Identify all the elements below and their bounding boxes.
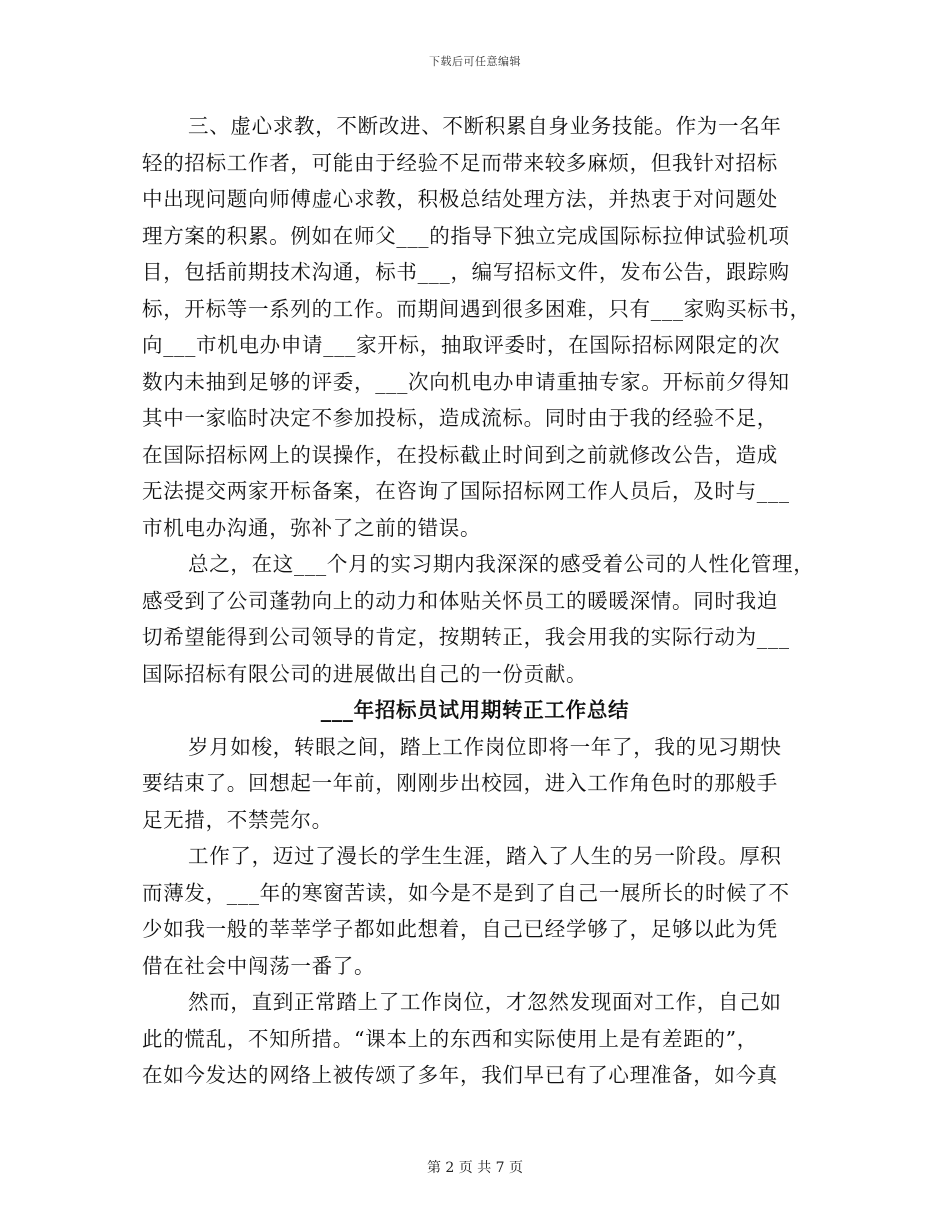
text-line: 此的慌乱，不知所措。“课本上的东西和实际使用上是有差距的”，	[142, 1026, 758, 1051]
text-line: 总之，在这___个月的实习期内我深深的感受着公司的人性化管理，	[188, 552, 815, 576]
document-body	[142, 108, 815, 1094]
text-line: 然而，直到正常踏上了工作岗位，才忽然发现面对工作，自己如	[188, 990, 782, 1014]
text-line: 国际招标有限公司的进展做出自己的一份贡献。	[142, 661, 588, 686]
text-line: 足无措，不禁莞尔。	[142, 807, 333, 832]
text-line: 切希望能得到公司领导的肯定，按期转正，我会用我的实际行动为___	[142, 625, 790, 649]
text-line: 工作了，迈过了漫长的学生生涯，踏入了人生的另一阶段。厚积	[188, 844, 782, 868]
text-line: 标，开标等一系列的工作。而期间遇到很多困难，只有___家购买标书，	[142, 296, 811, 321]
text-line: 数内未抽到足够的评委，___次向机电办申请重抽专家。开标前夕得知	[142, 369, 790, 394]
paragraph	[142, 984, 808, 1094]
text-line: 少如我一般的莘莘学子都如此想着，自己已经学够了，足够以此为凭	[142, 917, 778, 941]
paragraph	[142, 729, 808, 839]
text-line: 市机电办沟通，弥补了之前的错误。	[142, 515, 482, 540]
text-line: 无法提交两家开标备案，在咨询了国际招标网工作人员后，及时与___	[142, 479, 790, 503]
header-note: 下载后可任意编辑	[429, 55, 521, 68]
text-line: 岁月如梭，转眼之间，踏上工作岗位即将一年了，我的见习期快	[188, 734, 782, 759]
text-line: 感受到了公司蓬勃向上的动力和体贴关怀员工的暖暖深情。同时我迫	[142, 588, 778, 613]
text-line: 其中一家临时决定不参加投标，造成流标。同时由于我的经验不足，	[142, 406, 778, 430]
text-line: 轻的招标工作者，可能由于经验不足而带来较多麻烦，但我针对招标	[142, 150, 778, 175]
text-line: 而薄发，___年的寒窗苦读，如今是不是到了自己一展所长的时候了不	[142, 880, 790, 905]
text-line: 在如今发达的网络上被传颂了多年，我们早已有了心理准备，如今真	[142, 1063, 778, 1087]
text-line: 目，包括前期技术沟通，标书___，编写招标文件，发布公告，跟踪购	[142, 260, 790, 284]
section-heading: ___年招标员试用期转正工作总结	[320, 698, 630, 722]
page-indicator: 第 2 页 共 7 页	[426, 1160, 524, 1176]
text-line: 借在社会中闯荡一番了。	[142, 953, 376, 978]
text-line: 理方案的积累。例如在师父___的指导下独立完成国际标拉伸试验机项	[142, 223, 790, 248]
paragraph	[142, 546, 815, 692]
paragraph	[142, 108, 811, 546]
text-line: 向___市机电办申请___家开标，抽取评委时，在国际招标网限定的次	[142, 333, 781, 357]
text-line: 中出现问题向师傅虚心求教，积极总结处理方法，并热衷于对问题处	[142, 187, 778, 211]
text-line: 在国际招标网上的误操作，在投标截止时间到之前就修改公告，造成	[142, 442, 778, 467]
text-line: 三、虚心求教，不断改进、不断积累自身业务技能。作为一名年	[188, 114, 782, 138]
text-line: 要结束了。回想起一年前，刚刚步出校园，进入工作角色时的那般手	[142, 771, 778, 795]
paragraph	[142, 838, 808, 984]
